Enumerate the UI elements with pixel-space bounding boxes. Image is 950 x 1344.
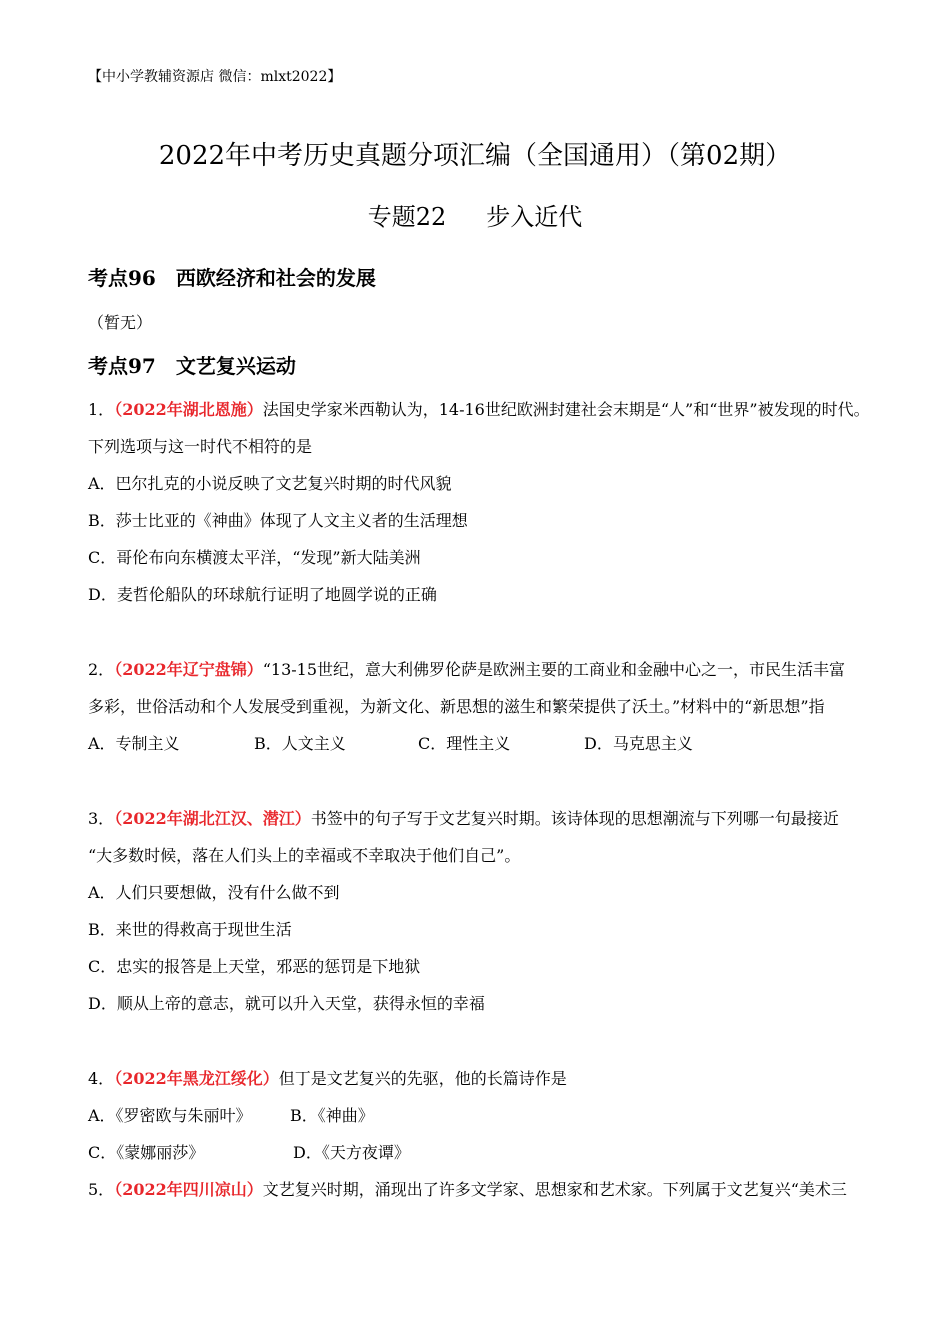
question-3-option-a: A．人们只要想做，没有什么做不到 (88, 883, 340, 902)
question-3-stem-cont: “大多数时候，落在人们头上的幸福或不幸取决于他们自己”。 (88, 846, 521, 865)
question-source-tag: （2022年湖北恩施） (114, 400, 263, 419)
question-2-option-c: C．理性主义 (418, 734, 511, 753)
question-5-stem: 5．（2022年四川凉山）文艺复兴时期，涌现出了许多文学家、思想家和艺术家。下列属于文艺复兴“美术三 (88, 1180, 847, 1199)
question-source-tag: （2022年辽宁盘锦） (114, 660, 263, 679)
question-2-stem: 2．（2022年辽宁盘锦）“13-15世纪，意大利佛罗伦萨是欧洲主要的工商业和金融中心之一，市民生活丰富 (88, 660, 846, 679)
question-1-option-d: D．麦哲伦船队的环球航行证明了地圆学说的正确 (88, 585, 437, 604)
question-3-option-b: B．来世的得救高于现世生活 (88, 920, 292, 939)
document-subtitle (0, 197, 950, 232)
page-header: 【中小学教辅资源店 微信：mlxt2022】 (88, 69, 342, 85)
subtitle-label: 专题22 (367, 203, 447, 231)
question-3-stem: 3．（2022年湖北江汉、潜江）书签中的句子写于文艺复兴时期。该诗体现的思想潮流与下列哪一句最接近 (88, 809, 839, 828)
question-4-options-row1 (88, 1103, 374, 1126)
question-2-option-a: A．专制主义 (88, 734, 180, 753)
question-2-option-b: B．人文主义 (254, 734, 346, 753)
question-3-option-c: C．忠实的报答是上天堂，邪恶的惩罚是下地狱 (88, 957, 421, 976)
question-4-option-c: C．《蒙娜丽莎》 (88, 1143, 205, 1162)
question-1-option-b: B．莎士比亚的《神曲》体现了人文主义者的生活理想 (88, 511, 468, 530)
question-1-option-a: A．巴尔扎克的小说反映了文艺复兴时期的时代风貌 (88, 474, 452, 493)
question-source-tag: （2022年湖北江汉、潜江） (114, 809, 311, 828)
question-4-options-row2 (88, 1140, 410, 1163)
question-1-stem-cont: 下列选项与这一时代不相符的是 (88, 437, 313, 456)
question-2-stem-cont: 多彩，世俗活动和个人发展受到重视，为新文化、新思想的滋生和繁荣提供了沃土。”材料中的“新思想”指 (88, 697, 825, 716)
document-title: 2022年中考历史真题分项汇编（全国通用）（第02期） (158, 141, 792, 171)
section-heading: 考点97 文艺复兴运动 (88, 354, 296, 378)
question-4-option-b: B．《神曲》 (290, 1106, 374, 1125)
question-1-option-c: C．哥伦布向东横渡太平洋，“发现”新大陆美洲 (88, 548, 421, 567)
question-2-option-d: D．马克思主义 (584, 734, 693, 753)
question-4-option-a: A．《罗密欧与朱丽叶》 (88, 1106, 252, 1125)
question-source-tag: （2022年四川凉山） (114, 1180, 263, 1199)
section-heading: 考点96 西欧经济和社会的发展 (88, 266, 376, 290)
question-1-stem: 1．（2022年湖北恩施）法国史学家米西勒认为，14-16世纪欧洲封建社会末期是“人”和“世界”被发现的时代。 (88, 400, 870, 419)
section-note: （暂无） (88, 313, 153, 332)
question-source-tag: （2022年黑龙江绥化） (114, 1069, 279, 1088)
question-4-stem: 4．（2022年黑龙江绥化）但丁是文艺复兴的先驱，他的长篇诗作是 (88, 1069, 567, 1088)
question-2-options (88, 731, 693, 754)
question-3-option-d: D．顺从上帝的意志，就可以升入天堂，获得永恒的幸福 (88, 994, 485, 1013)
question-4-option-d: D．《天方夜谭》 (293, 1143, 410, 1162)
subtitle-topic: 步入近代 (486, 203, 583, 231)
